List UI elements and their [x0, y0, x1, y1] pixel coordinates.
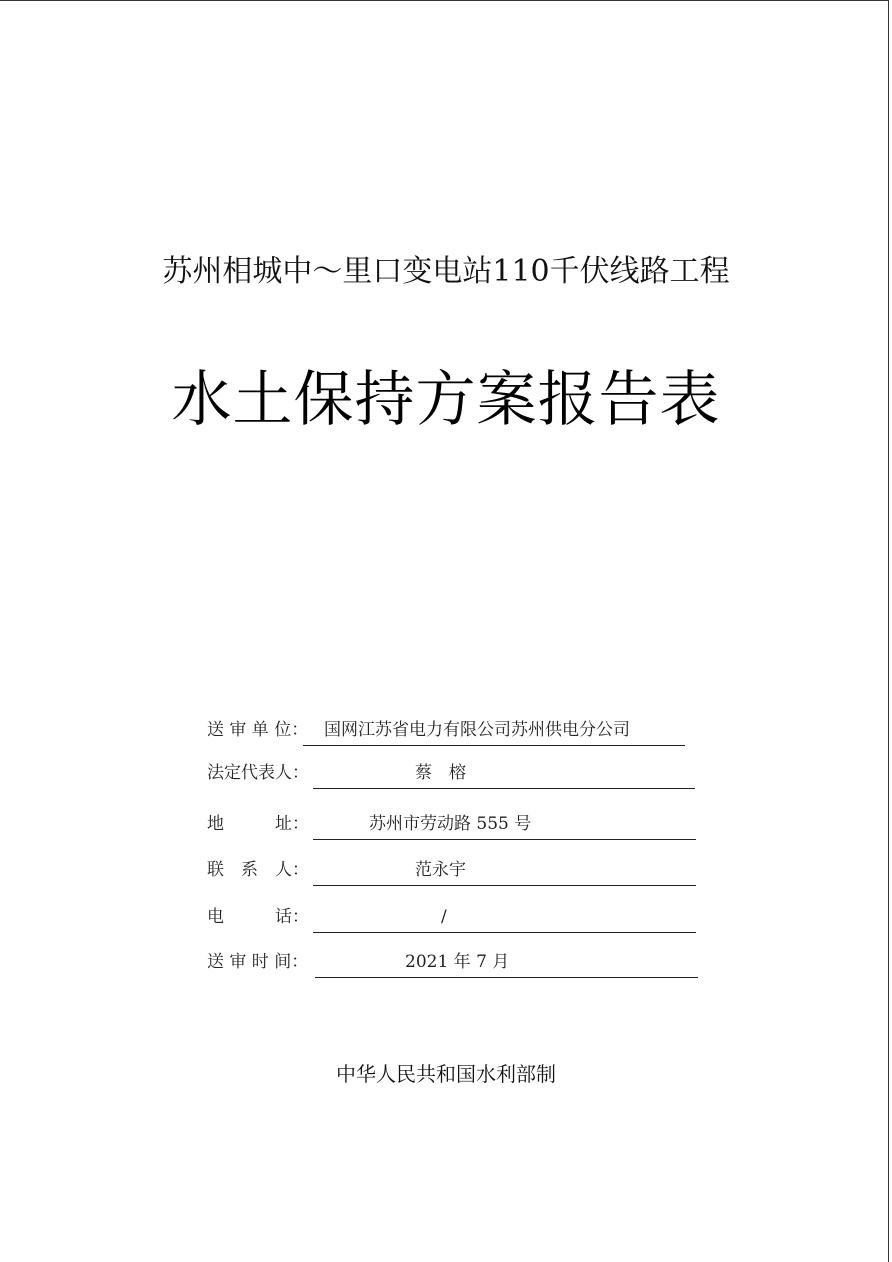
project-title: 苏州相城中～里口变电站110千伏线路工程: [162, 254, 730, 289]
address-value: 苏州市劳动路 555 号: [369, 814, 532, 834]
phone-underline: [313, 932, 696, 933]
phone-label: 电 话：: [207, 907, 309, 927]
unit-label: 送 审 单 位：: [207, 720, 309, 740]
representative-label: 法定代表人：: [207, 763, 309, 783]
info-row-contact: [207, 856, 697, 886]
unit-underline: [303, 745, 685, 746]
contact-underline: [313, 885, 696, 886]
contact-label: 联 系 人：: [207, 860, 309, 880]
representative-underline: [313, 788, 695, 789]
info-row-phone: [207, 903, 697, 933]
info-row-representative: [207, 759, 697, 789]
date-label: 送 审 时 间：: [207, 952, 309, 972]
info-row-unit: [207, 716, 687, 746]
phone-value: /: [441, 907, 447, 927]
contact-value: 范永宇: [415, 860, 466, 880]
info-row-date: [207, 948, 699, 978]
unit-value: 国网江苏省电力有限公司苏州供电分公司: [324, 720, 630, 740]
date-underline: [315, 977, 698, 978]
address-label: 地 址：: [207, 814, 309, 834]
representative-value: 蔡 榕: [415, 763, 466, 783]
info-row-address: [207, 810, 697, 840]
address-underline: [313, 839, 696, 840]
date-value: 2021 年 7 月: [405, 952, 510, 972]
document-title: 水土保持方案报告表: [171, 365, 721, 435]
issuer: 中华人民共和国水利部制: [336, 1062, 556, 1086]
